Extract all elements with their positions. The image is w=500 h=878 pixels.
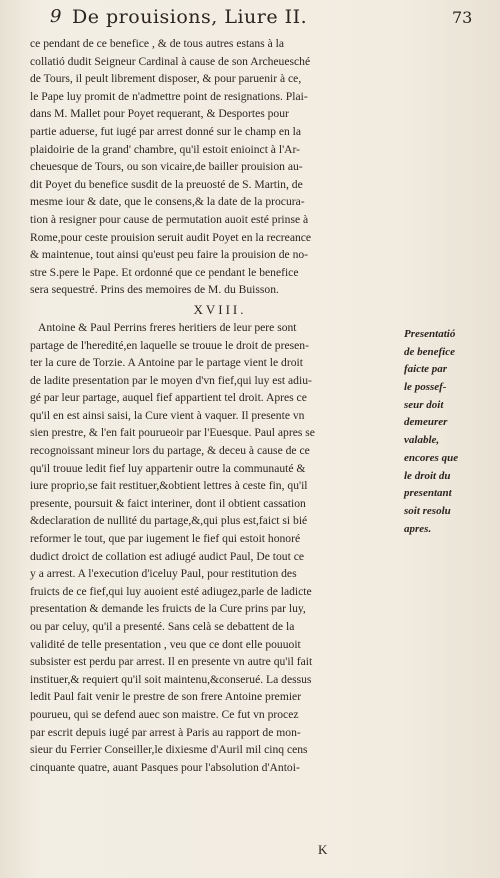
text-line: partie aduerse, fut iugé par arrest donné sur le champ en la <box>30 124 302 138</box>
catchword: K <box>318 842 328 857</box>
main-text <box>30 35 410 776</box>
text-line: le Pape luy promit de n'admettre point de resignations. Plai- <box>30 89 308 103</box>
text-line: dit Poyet du benefice susdit de la preuosté de S. Martin, de <box>30 177 303 191</box>
margin-line: de benefice <box>404 345 455 358</box>
margin-line: apres. <box>404 522 432 535</box>
paragraph-1 <box>30 35 410 299</box>
text-line: par escrit depuis iugé par arrest à Paris au rapport de mon- <box>30 725 301 739</box>
text-line: gé par leur partage, auquel fief appartient tel droit. Apres ce <box>30 391 307 405</box>
signature-mark: 9 <box>50 6 62 27</box>
margin-line: Presentatió <box>404 328 456 340</box>
text-line: fruicts de ce fief,qui luy auoient esté adiugez,parle de ladicte <box>30 584 312 598</box>
margin-line: valable, <box>404 434 440 447</box>
text-line: ou par celuy, qu'il a presenté. Sans celà se debattent de la <box>30 620 295 633</box>
text-line: sera sequestré. Prins des memoires de M. du Buisson. <box>30 283 279 297</box>
text-line: mesme iour & date, que le consens,& la date de la procura- <box>30 195 305 209</box>
text-line: y a arrest. A l'execution d'iceluy Paul, pour restitution des <box>30 567 297 581</box>
text-line: ce pendant de ce benefice , & de tous autres estans à la <box>30 37 284 50</box>
marginal-note <box>404 326 496 538</box>
text-line: validité de telle presentation , veu que ce dont elle pouuoit <box>30 637 301 651</box>
text-line: recognoissant mineur lors du partage, & deceu à cause de ce <box>30 444 310 458</box>
text-line: ter la cure de Torzie. A Antoine par le partage vient le droit <box>30 356 303 370</box>
text-line: iure proprio,se fait restituer,&obtient lettres à ceste fin, qu'il <box>30 479 308 493</box>
text-line: stre S.pere le Pape. Et ordonné que ce pendant le benefice <box>30 265 299 279</box>
margin-line: soit resolu <box>404 504 451 517</box>
margin-line: seur doit <box>404 398 444 411</box>
margin-line: demeurer <box>404 416 448 429</box>
text-line: presentation & demande les fruicts de la Cure prins par luy, <box>30 602 306 616</box>
text-line: &declaration de nullité du partage,&,qui plus est,faict si bié <box>30 514 308 528</box>
text-line: dudict droict de collation est adiugé audict Paul, De tout ce <box>30 549 304 563</box>
text-line: de ladite presentation par le moyen d'vn fief,qui luy est adiu- <box>30 373 312 387</box>
text-line: cinquante quatre, auant Pasques pour l'absolution d'Antoi- <box>30 760 300 774</box>
text-line: sieur du Ferrier Conseiller,le dixiesme d'Auril mil cinq cens <box>30 743 308 757</box>
text-line: plaidoirie de la grand' chambre, qu'il estoit enioinct à l'Ar- <box>30 142 301 156</box>
margin-line: presentant <box>404 487 452 500</box>
text-line: collatió dudit Seigneur Cardinal à cause de son Archeuesché <box>30 54 311 68</box>
margin-line: le possef- <box>404 381 447 394</box>
page-number: 73 <box>452 8 473 27</box>
text-line: ledit Paul fait venir le prestre de son frere Antoine premier <box>30 690 302 704</box>
text-line: partage de l'heredité,en laquelle se trouue le droit de presen- <box>30 338 309 352</box>
text-line: dans M. Mallet pour Poyet requerant, & Desportes pour <box>30 107 289 121</box>
text-line: qu'il trouue ledit fief luy appartenir outre la communauté & <box>30 461 306 475</box>
text-line: reformer le tout, que par iugement le fief qui estoit honoré <box>30 532 301 546</box>
text-line: de Tours, il peult librement disposer, & pour paruenir à ce, <box>30 72 302 86</box>
text-line: sien prestre, & l'en fait pourueoir par l'Euesque. Paul apres se <box>30 426 315 440</box>
text-line: presente, poursuit & faict interiner, dont il obtient cassation <box>30 496 306 510</box>
margin-line: encores que <box>404 451 459 464</box>
margin-line: faicte par <box>404 363 448 376</box>
running-title: De prouisions, Liure II. <box>72 6 308 28</box>
paragraph-2 <box>30 319 410 776</box>
text-line: cheuesque de Tours, ou son vicaire,de bailler prouision au- <box>30 160 303 174</box>
text-line: & maintenue, tout ainsi qu'eust peu faire la prouision de no- <box>30 248 309 262</box>
text-line: tion à resigner pour cause de permutation auoit esté prinse à <box>30 212 309 226</box>
margin-line: le droit du <box>404 469 451 482</box>
text-line: pourueu, qui se defend auec son maistre. Ce fut vn procez <box>30 707 299 721</box>
text-line: subsister est perdu par arrest. Il en presente vn autre qu'il fait <box>30 655 313 669</box>
section-heading: XVIII. <box>193 301 247 317</box>
text-line: Rome,pour ceste prouision seruit audit Poyet en la recreance <box>30 230 312 244</box>
text-line: Antoine & Paul Perrins freres heritiers de leur pere sont <box>38 320 297 334</box>
text-line: instituer,& requiert qu'il soit maintenu,&conserué. La dessus <box>30 672 312 686</box>
text-line: qu'il en est ainsi saisi, la Cure vient à vaquer. Il presente vn <box>30 408 305 422</box>
page-header <box>0 4 500 34</box>
